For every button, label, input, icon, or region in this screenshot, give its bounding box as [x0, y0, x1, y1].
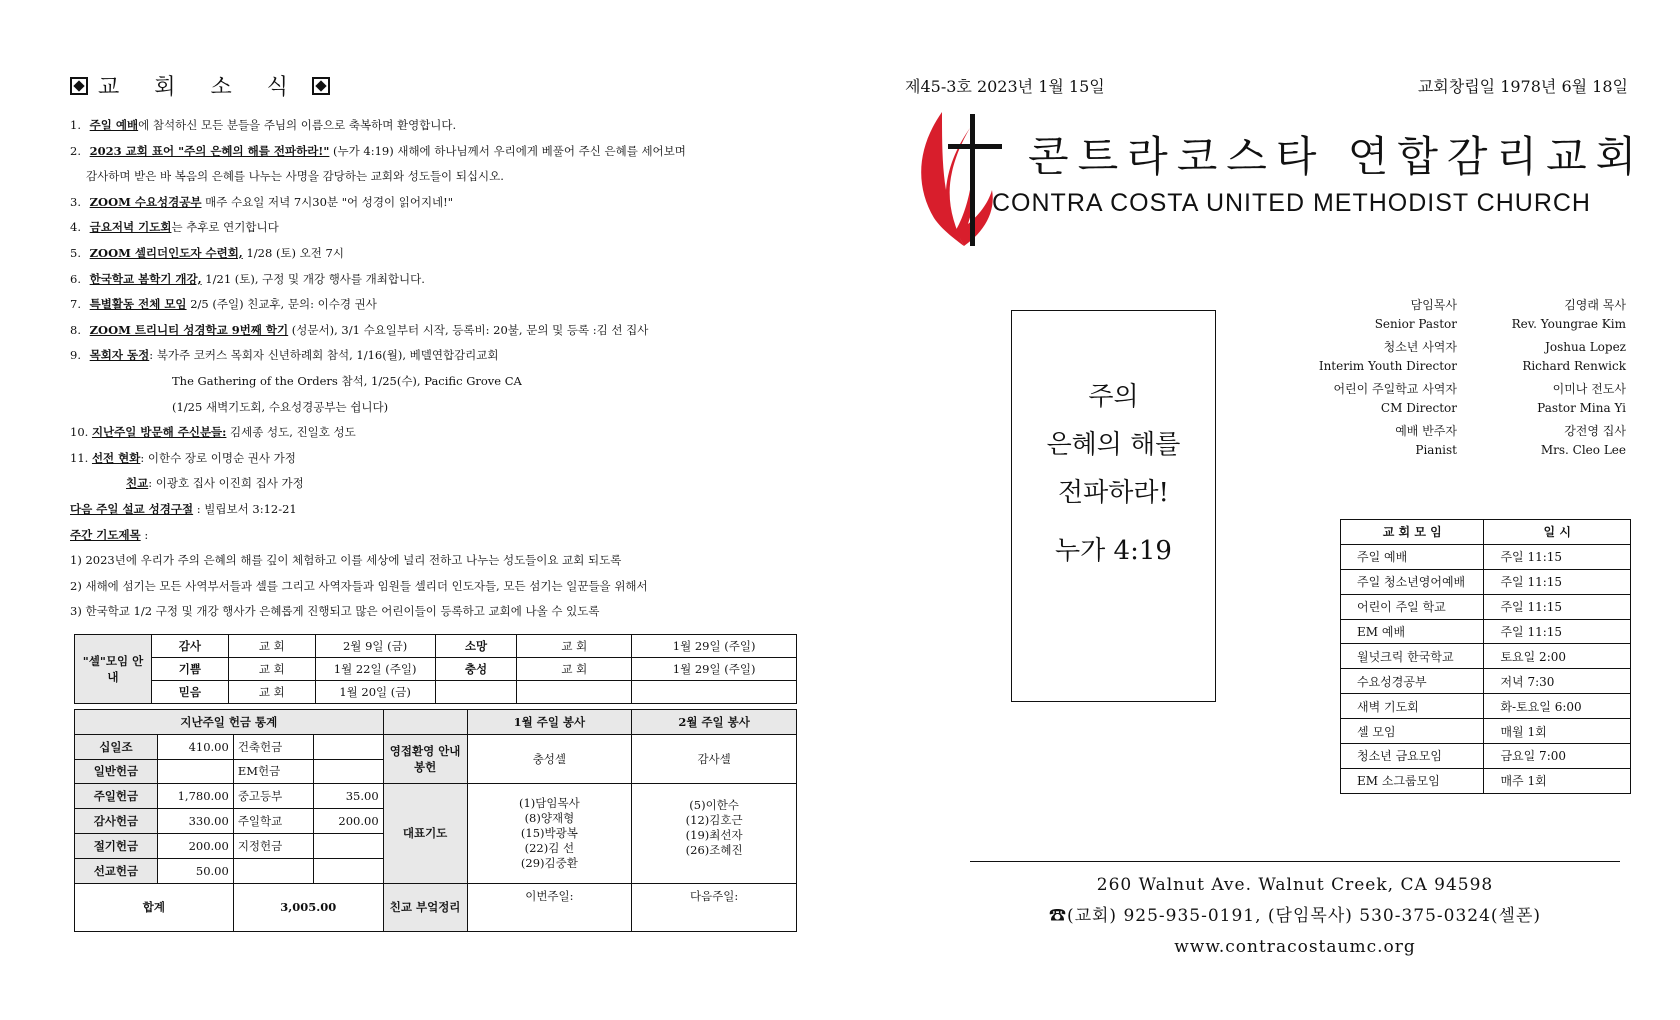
offering-value: 1,780.00 [157, 784, 233, 809]
meeting-name: EM 예배 [1341, 619, 1484, 644]
offering-value: 35.00 [313, 784, 383, 809]
offering-label: 주일학교 [233, 809, 313, 834]
news-item-number: 1. [70, 118, 81, 132]
prayer-person: (1)담임목사 [519, 795, 580, 810]
prayer-person: (19)최선자 [685, 828, 743, 843]
cell-place: 교 회 [228, 635, 315, 658]
cell-name: 소망 [435, 635, 517, 658]
cell-place: 교 회 [517, 658, 632, 681]
fellowship-this-week: 이번주일: [467, 883, 632, 931]
news-item-number: 2. [70, 143, 81, 158]
staff-name: Richard Renwick [1522, 359, 1626, 373]
prayer-person: (26)조혜진 [685, 843, 743, 858]
news-item-highlight: 주일 예배 [89, 118, 139, 132]
meeting-row [1341, 744, 1631, 769]
news-item-number: 11. [70, 450, 89, 465]
meeting-name: EM 소그룹모임 [1341, 768, 1484, 793]
news-item-text: : 이한수 장로 이명순 권사 가정 [140, 450, 296, 465]
offering-value: 330.00 [157, 809, 233, 834]
meeting-name: 주일 청소년영어예배 [1341, 569, 1484, 594]
staff-row [1280, 422, 1626, 460]
staff-name-group [1476, 338, 1626, 376]
news-item-text: : 빌립보서 3:12-21 [193, 501, 297, 516]
offering-label: 주일헌금 [75, 784, 158, 809]
cell-date: 1월 22일 (주일) [315, 658, 435, 681]
staff-list [1280, 296, 1626, 464]
staff-name: 이미나 전도사 [1552, 382, 1626, 396]
meeting-time: 주일 11:15 [1484, 544, 1631, 569]
news-item-number: 4. [70, 220, 81, 235]
news-item [70, 190, 796, 216]
offering-total-value: 3,005.00 [233, 883, 383, 931]
offering-label: EM헌금 [233, 759, 313, 784]
offering-label: 지정헌금 [233, 833, 313, 858]
offering-label: 선교헌금 [75, 858, 158, 883]
news-item-highlight: 한국학교 봄학기 개강, [89, 271, 202, 286]
news-item-number: 6. [70, 271, 81, 286]
phone-line [970, 901, 1620, 932]
meeting-row [1341, 594, 1631, 619]
news-item-text: 2/5 (주일) 친교후, 문의: 이수경 권사 [186, 297, 377, 312]
meeting-time: 매주 1회 [1484, 768, 1631, 793]
cell-group-row [75, 635, 797, 658]
cell-name: 충성 [435, 658, 517, 681]
cell-name: 믿음 [151, 681, 228, 704]
news-item-highlight: 특별활동 전체 모임 [89, 297, 187, 312]
prayer-person: (5)이한수 [689, 798, 739, 813]
phone-numbers: (교회) 925-935-0191, (담임목사) 530-375-0324(셀폰) [1066, 906, 1542, 926]
meeting-time: 금요일 7:00 [1484, 744, 1631, 769]
news-item-highlight: ZOOM 수요성경공부 [89, 194, 202, 209]
news-item-text: 1/21 (토), 구정 및 개강 행사를 개최합니다. [201, 271, 425, 286]
news-item [70, 548, 796, 574]
offering-label: 절기헌금 [75, 833, 158, 858]
church-meetings-table [1340, 519, 1631, 794]
prayer-person: (8)양재형 [524, 810, 575, 825]
meeting-time: 저녁 7:30 [1484, 669, 1631, 694]
news-item-number: 8. [70, 322, 81, 337]
news-item-text: The Gathering of the Orders 참석, 1/25(수), Pacific Grove CA [172, 373, 522, 388]
meeting-name: 새벽 기도회 [1341, 694, 1484, 719]
prayer-person: (15)박광복 [520, 825, 578, 840]
news-item-highlight: 주간 기도제목 [70, 527, 141, 542]
news-item [70, 318, 796, 344]
staff-role-group [1280, 296, 1457, 334]
news-item [70, 267, 796, 293]
cross-and-flame-logo-icon [912, 106, 1004, 250]
news-item-text: (성문서), 3/1 수요일부터 시작, 등록비: 20불, 문의 및 등록 :김 선 집사 [288, 322, 649, 337]
staff-role-group [1280, 422, 1457, 460]
news-item-text: 김세종 성도, 진일호 성도 [226, 425, 356, 440]
offering-label: 일반헌금 [75, 759, 158, 784]
offering-value [313, 759, 383, 784]
offering-value: 200.00 [313, 809, 383, 834]
staff-name: 강전영 집사 [1564, 424, 1626, 438]
meeting-row [1341, 669, 1631, 694]
diamond-bullet-icon [70, 77, 88, 95]
offering-label: 십일조 [75, 734, 158, 759]
staff-role-group [1280, 338, 1457, 376]
news-item-number: 9. [70, 348, 81, 363]
news-item [70, 369, 796, 395]
cell-group-row [75, 681, 797, 704]
news-item [70, 215, 796, 241]
prayer-person: (29)김중환 [520, 855, 578, 870]
issue-number: 제45-3호 2023년 1월 15일 [905, 77, 1105, 96]
offering-value: 200.00 [157, 833, 233, 858]
news-item-highlight: ZOOM 셀리더인도자 수련회, [89, 245, 243, 260]
offering-value: 410.00 [157, 734, 233, 759]
church-news-heading [70, 70, 796, 101]
prayer-feb [632, 784, 797, 883]
news-item-text: 3) 한국학교 1/2 구정 및 개강 행사가 은혜롭게 진행되고 많은 어린이들이 등록하고 교회에 나올 수 있도록 [70, 604, 600, 619]
staff-row [1280, 338, 1626, 376]
staff-name-group [1476, 296, 1626, 334]
offering-value [157, 759, 233, 784]
church-news-title: 교 회 소 식 [98, 75, 302, 100]
news-item-number: 3. [70, 194, 81, 209]
offering-label: 건축헌금 [233, 734, 313, 759]
meeting-row [1341, 644, 1631, 669]
staff-name: Rev. Youngrae Kim [1511, 317, 1626, 331]
news-item-number: 7. [70, 297, 81, 312]
offering-label: 감사헌금 [75, 809, 158, 834]
meeting-row [1341, 619, 1631, 644]
meetings-header-name: 교 회 모 임 [1341, 520, 1484, 545]
news-item-text: : [140, 527, 149, 542]
telephone-icon: ☎ [1048, 906, 1067, 926]
meeting-time: 화-토요일 6:00 [1484, 694, 1631, 719]
meeting-time: 주일 11:15 [1484, 569, 1631, 594]
meeting-name: 어린이 주일 학교 [1341, 594, 1484, 619]
news-item-text: : 이광호 집사 이진희 집사 가정 [148, 476, 304, 491]
fellowship-next-week: 다음주일: [632, 883, 797, 931]
news-item-text: 1) 2023년에 우리가 주의 은혜의 해를 깊이 체험하고 이를 세상에 널리 전하고 나누는 성도들이요 교회 되도록 [70, 553, 622, 568]
cell-name: 기쁨 [151, 658, 228, 681]
meeting-row [1341, 768, 1631, 793]
news-item-number: 5. [70, 245, 81, 260]
offering-total-label: 합계 [75, 883, 234, 931]
cell-place: 교 회 [228, 658, 315, 681]
news-item-text: 2) 새해에 섬기는 모든 사역부서들과 셀를 그리고 사역자들과 임원들 셀리더 인도자들, 모든 섬기는 일꾼들을 위해서 [70, 578, 648, 593]
service-corner-cell [383, 710, 467, 735]
cell-group-row [75, 658, 797, 681]
news-item [70, 523, 796, 549]
staff-role-group [1280, 380, 1457, 418]
cell-date [632, 681, 797, 704]
cell-date: 1월 29일 (주일) [632, 658, 797, 681]
staff-role: 예배 반주자 [1395, 424, 1457, 438]
news-item [70, 241, 796, 267]
news-item-highlight: 금요저녁 기도회 [89, 220, 172, 235]
cell-date: 1월 29일 (주일) [632, 635, 797, 658]
offering-label: 중고등부 [233, 784, 313, 809]
motto-line: 주의 [1088, 382, 1139, 412]
church-news-list [70, 113, 796, 625]
staff-row [1280, 380, 1626, 418]
service-col-jan: 1월 주일 봉사 [467, 710, 632, 735]
news-item-text: 매주 수요일 저녁 7시30분 "어 성경이 읽어지네!" [201, 194, 454, 209]
staff-role: 담임목사 [1410, 298, 1457, 312]
founding-date: 교회창립일 1978년 6월 18일 [1417, 77, 1628, 96]
cell-place [517, 681, 632, 704]
church-motto-box [1011, 310, 1216, 702]
offering-title: 지난주일 헌금 통계 [75, 710, 384, 735]
offering-label [233, 858, 313, 883]
news-item-highlight: 다음 주일 설교 성경구절 [70, 501, 194, 516]
cell-place: 교 회 [517, 635, 632, 658]
news-item [70, 471, 796, 497]
news-item [70, 164, 796, 190]
news-item-text: 는 추후로 연기합니다 [171, 220, 279, 235]
news-item [70, 446, 796, 472]
news-item [70, 599, 796, 625]
diamond-bullet-icon [312, 77, 330, 95]
website-link[interactable]: www.contracostaumc.org [1174, 937, 1416, 957]
motto-line: 은혜의 해를 [1046, 430, 1181, 460]
church-name-korean: 콘트라코스타 연합감리교회 [1028, 132, 1646, 181]
staff-name: Joshua Lopez [1545, 340, 1626, 354]
staff-role: CM Director [1380, 401, 1457, 415]
meeting-name: 수요성경공부 [1341, 669, 1484, 694]
meetings-header-time: 일 시 [1484, 520, 1631, 545]
news-item-highlight: 선전 현화 [91, 450, 141, 465]
news-item-text: 1/28 (토) 오전 7시 [242, 245, 344, 260]
meeting-row [1341, 569, 1631, 594]
news-item-text: 에 참석하신 모든 분들을 주님의 이름으로 축복하며 환영합니다. [138, 118, 457, 132]
news-item-text: (누가 4:19) 새해에 하나님께서 우리에게 베풀어 주신 은혜를 세어보며 [329, 143, 686, 158]
cell-date: 1월 20일 (금) [315, 681, 435, 704]
prayer-jan [467, 784, 632, 883]
meeting-name: 셀 모임 [1341, 719, 1484, 744]
church-name-english: CONTRA COSTA UNITED METHODIST CHURCH [992, 189, 1591, 217]
prayer-label: 대표기도 [383, 784, 467, 883]
offering-value [313, 833, 383, 858]
news-item-highlight: 목회자 동정 [89, 348, 150, 363]
meeting-row [1341, 544, 1631, 569]
welcome-feb: 감사셀 [632, 734, 797, 784]
staff-role: 청소년 사역자 [1383, 340, 1457, 354]
staff-name-group [1476, 422, 1626, 460]
news-item [70, 343, 796, 369]
church-news-section [70, 70, 796, 625]
meeting-row [1341, 719, 1631, 744]
staff-role: Senior Pastor [1374, 317, 1457, 331]
cell-group-table [74, 634, 797, 704]
staff-role: Pianist [1415, 443, 1457, 457]
cell-name: 감사 [151, 635, 228, 658]
offering-value [313, 858, 383, 883]
staff-row [1280, 296, 1626, 334]
news-item [70, 395, 796, 421]
news-item [70, 139, 796, 165]
news-item [70, 113, 796, 139]
offering-value: 50.00 [157, 858, 233, 883]
offering-service-table [74, 709, 797, 932]
cell-name [435, 681, 517, 704]
service-col-feb: 2월 주일 봉사 [632, 710, 797, 735]
meeting-name: 월넛크릭 한국학교 [1341, 644, 1484, 669]
staff-name-group [1476, 380, 1626, 418]
welcome-jan: 충성셀 [467, 734, 632, 784]
church-address-block [970, 870, 1620, 963]
street-address: 260 Walnut Ave. Walnut Creek, CA 94598 [1096, 875, 1494, 895]
news-item-highlight: ZOOM 트리니티 성경학교 9번째 학기 [89, 322, 289, 337]
staff-name: Pastor Mina Yi [1537, 401, 1626, 415]
fellowship-label: 친교 부엌정리 [383, 883, 467, 931]
meeting-time: 매월 1회 [1484, 719, 1631, 744]
news-item-text: 감사하며 받은 바 복음의 은혜를 나누는 사명을 감당하는 교회와 성도들이 되십시오. [86, 169, 504, 184]
prayer-person: (22)김 선 [524, 840, 575, 855]
motto-line: 전파하라! [1058, 478, 1169, 508]
meeting-name: 주일 예배 [1341, 544, 1484, 569]
meeting-name: 청소년 금요모임 [1341, 744, 1484, 769]
address-divider [970, 861, 1620, 862]
news-item-number: 10. [70, 425, 89, 440]
news-item [70, 497, 796, 523]
cell-place: 교 회 [228, 681, 315, 704]
cell-guide-label: "셀"모임 안내 [75, 635, 152, 704]
welcome-label: 영접환영 안내봉헌 [383, 734, 467, 784]
news-item [70, 292, 796, 318]
motto-verse: 누가 4:19 [1055, 536, 1172, 566]
news-item-text: (1/25 새벽기도회, 수요성경공부는 쉽니다) [172, 399, 389, 414]
meeting-time: 주일 11:15 [1484, 594, 1631, 619]
offering-value [313, 734, 383, 759]
staff-role: Interim Youth Director [1318, 359, 1457, 373]
news-item [70, 420, 796, 446]
cell-date: 2월 9일 (금) [315, 635, 435, 658]
meeting-row [1341, 694, 1631, 719]
staff-name: 김영래 목사 [1564, 298, 1626, 312]
news-item [70, 574, 796, 600]
meeting-time: 주일 11:15 [1484, 619, 1631, 644]
prayer-person: (12)김호근 [685, 813, 743, 828]
news-item-highlight: 친교 [126, 476, 149, 491]
staff-name: Mrs. Cleo Lee [1540, 443, 1626, 457]
meeting-time: 토요일 2:00 [1484, 644, 1631, 669]
news-item-highlight: 지난주일 방문해 주신분들: [91, 425, 227, 440]
news-item-text: : 북가주 코커스 목회자 신년하례회 참석, 1/16(월), 베델연합감리교회 [149, 348, 499, 363]
news-item-highlight: 2023 교회 표어 "주의 은혜의 해를 전파하라!" [89, 143, 330, 158]
staff-role: 어린이 주일학교 사역자 [1333, 382, 1457, 396]
